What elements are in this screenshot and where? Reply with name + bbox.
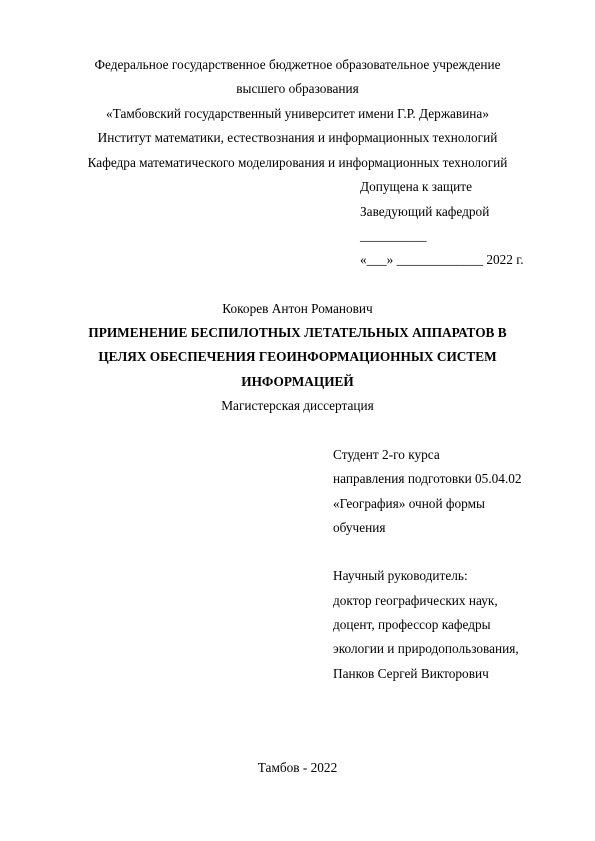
thesis-title-line-2: ЦЕЛЯХ ОБЕСПЕЧЕНИЯ ГЕОИНФОРМАЦИОННЫХ СИСТЕМ — [98, 349, 497, 364]
approval-line-1: Допущена к защите — [360, 179, 472, 194]
supervisor-line-1: Научный руководитель: — [333, 568, 468, 583]
institution-header-line-2: высшего образования — [236, 81, 359, 96]
city-year: Тамбов - 2022 — [257, 760, 338, 775]
supervisor-line-3: доцент, профессор кафедры — [333, 617, 491, 632]
student-line-1: Студент 2-го курса — [333, 447, 440, 462]
institution-header-line-5: Кафедра математического моделирования и информационных технологий — [87, 155, 508, 170]
student-line-3: «География» очной формы — [333, 496, 485, 511]
thesis-title-line-1: ПРИМЕНЕНИЕ БЕСПИЛОТНЫХ ЛЕТАТЕЛЬНЫХ АППАРАТОВ В — [88, 325, 507, 340]
approval-signature-line: __________ — [360, 228, 427, 243]
supervisor-line-4: экологии и природопользования, — [333, 641, 519, 656]
supervisor-name: Панков Сергей Викторович — [333, 666, 489, 681]
thesis-title-line-3: ИНФОРМАЦИЕЙ — [241, 374, 354, 389]
supervisor-line-2: доктор географических наук, — [333, 593, 498, 608]
institution-header-line-4: Институт математики, естествознания и информационных технологий — [97, 130, 498, 145]
author-name: Кокорев Антон Романович — [222, 301, 373, 316]
institution-header-line-1: Федеральное государственное бюджетное образовательное учреждение — [94, 57, 501, 72]
work-type: Магистерская диссертация — [221, 398, 374, 413]
approval-date-line: «___» _____________ 2022 г. — [360, 252, 524, 267]
student-line-4: обучения — [333, 520, 386, 535]
approval-line-2: Заведующий кафедрой — [360, 204, 490, 219]
student-line-2: направления подготовки 05.04.02 — [333, 471, 522, 486]
institution-header-line-3: «Тамбовский государственный университет имени Г.Р. Державина» — [106, 106, 489, 121]
